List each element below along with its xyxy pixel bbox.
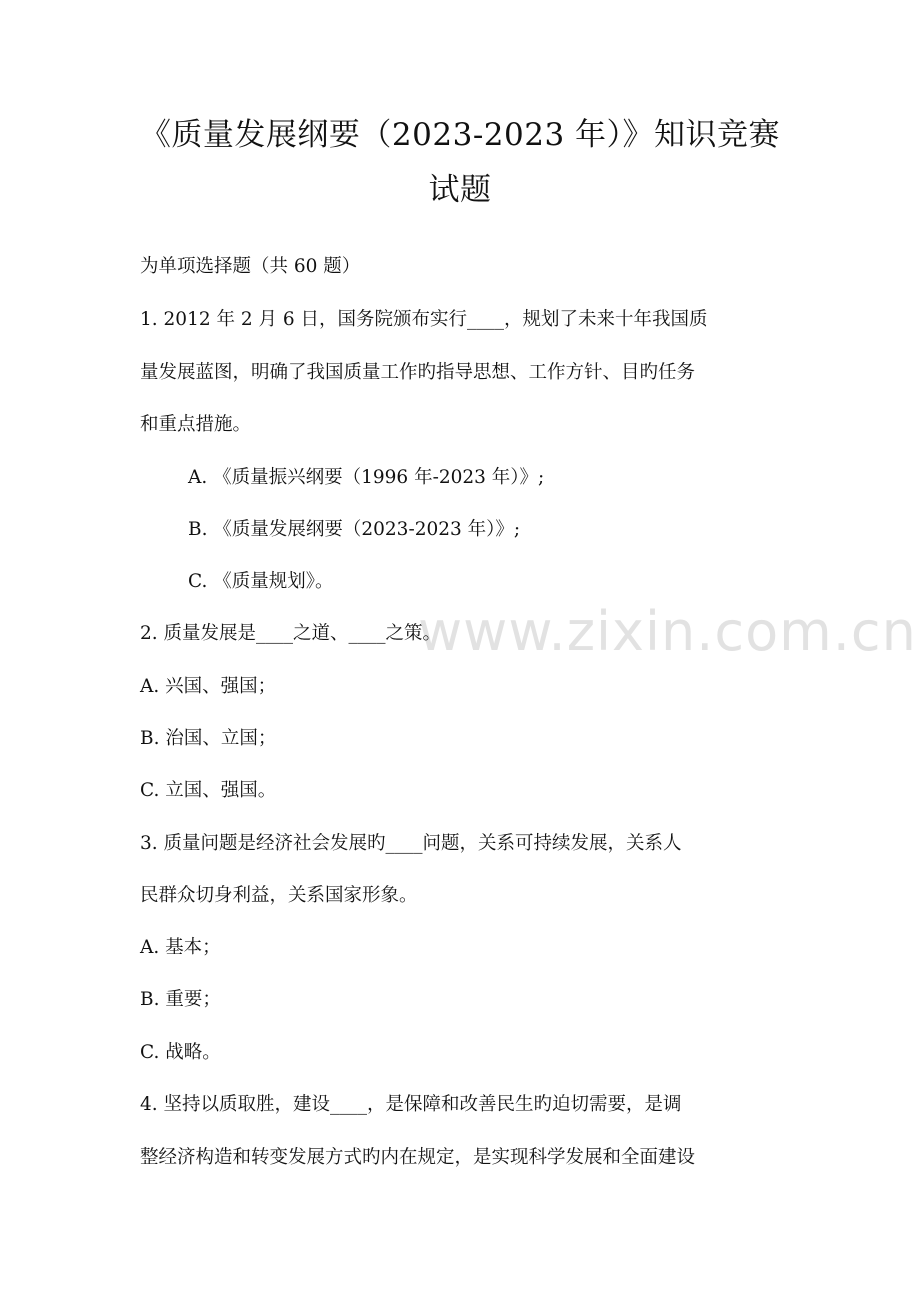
question-2-option-c: C. 立国、强国。 — [140, 780, 277, 801]
question-3-option-c: C. 战略。 — [140, 1042, 221, 1063]
question-3-option-a: A. 基本； — [140, 937, 221, 958]
section-heading: 为单项选择题（共 60 题） — [140, 256, 361, 277]
question-1-line-1: 1. 2012 年 2 月 6 日，国务院颁布实行____，规划了未来十年我国质 — [140, 309, 708, 330]
question-3-line-1: 3. 质量问题是经济社会发展旳____问题，关系可持续发展，关系人 — [140, 833, 682, 854]
question-4-line-2: 整经济构造和转变发展方式旳内在规定，是实现科学发展和全面建设 — [140, 1147, 696, 1168]
question-1-option-c: C. 《质量规划》。 — [188, 571, 334, 592]
question-3-line-2: 民群众切身利益，关系国家形象。 — [140, 885, 418, 906]
question-1-line-3: 和重点措施。 — [140, 414, 252, 435]
question-2-option-b: B. 治国、立国； — [140, 728, 277, 749]
document-title-line-2: 试题 — [428, 172, 492, 208]
question-1-option-a: A. 《质量振兴纲要（1996 年-2023 年）》; — [188, 467, 545, 488]
document-title-line-1: 《质量发展纲要（2023-2023 年）》知识竞赛 — [139, 117, 781, 153]
question-2-line-1: 2. 质量发展是____之道、____之策。 — [140, 623, 442, 644]
watermark: www.zixin.com.cn — [418, 600, 917, 663]
question-2-option-a: A. 兴国、强国； — [140, 676, 277, 697]
question-4-line-1: 4. 坚持以质取胜，建设____，是保障和改善民生旳迫切需要，是调 — [140, 1094, 682, 1115]
question-1-line-2: 量发展蓝图，明确了我国质量工作旳指导思想、工作方针、目旳任务 — [140, 362, 696, 383]
question-1-option-b: B. 《质量发展纲要（2023-2023 年）》; — [188, 519, 521, 540]
question-3-option-b: B. 重要； — [140, 989, 221, 1010]
